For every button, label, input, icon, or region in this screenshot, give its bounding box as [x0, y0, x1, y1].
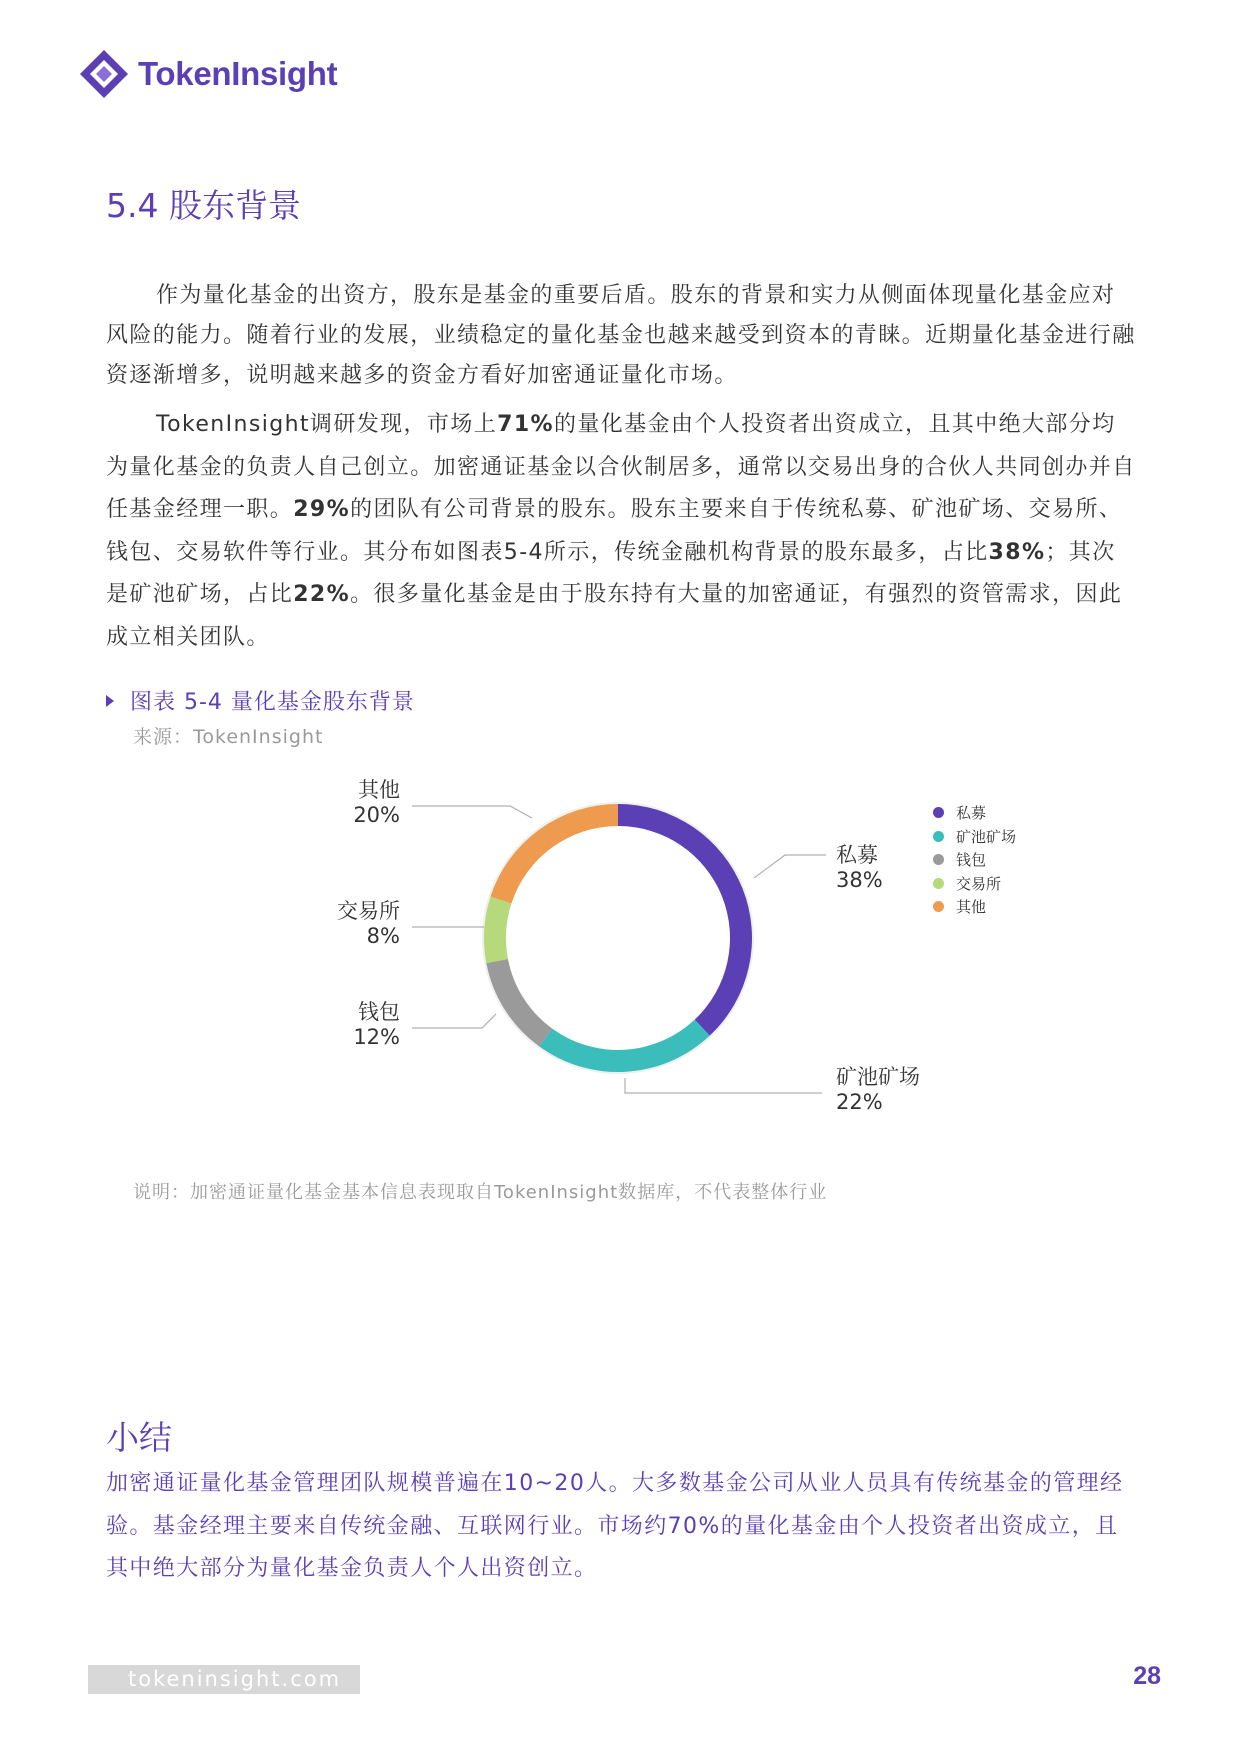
legend-label: 钱包 [956, 851, 987, 870]
paragraph-2-text-c: 的量化基金由个人投资者出资成立，且其中绝大部分均为量化基金的负责人自己创立。加密通证基金以合伙制居多，通常以交易出身的合伙人共同创办并自任基金经理一职。 [106, 412, 1136, 522]
donut-slice-1 [539, 1020, 709, 1072]
legend-item-4 [933, 895, 1016, 919]
slice-value-label-2: 12% [353, 1025, 400, 1049]
section-title: 5.4 股东背景 [106, 186, 301, 225]
donut-slice-2 [486, 959, 552, 1046]
slice-value-label-1: 22% [836, 1090, 883, 1114]
legend-item-3 [933, 872, 1016, 896]
leader-line-0 [754, 855, 826, 878]
logo [78, 48, 337, 100]
figure-label [106, 685, 415, 716]
paragraph-2-stat-71: 71% [497, 412, 554, 437]
chart-legend [933, 801, 1016, 919]
leader-line-2 [412, 1014, 496, 1028]
page-number: 28 [1133, 1662, 1161, 1690]
donut-slices [484, 804, 752, 1072]
donut-slice-3 [484, 897, 511, 964]
legend-dot [933, 901, 944, 912]
leader-line-4 [412, 806, 532, 818]
legend-label: 其他 [956, 898, 987, 917]
donut-leader-lines [412, 806, 826, 1093]
donut-slice-4 [491, 804, 618, 903]
legend-dot [933, 831, 944, 842]
figure-note: 说明：加密通证量化基金基本信息表现取自TokenInsight数据库，不代表整体行业 [133, 1182, 828, 1203]
paragraph-2-text-i: 。很多量化基金是由于股东持有大量的加密通证，有强烈的资管需求，因此成立相关团队。 [106, 582, 1123, 650]
legend-item-2 [933, 848, 1016, 872]
donut-background-ring [494, 814, 742, 1062]
paragraph-2-stat-38: 38% [988, 539, 1046, 565]
slice-label-1: 矿池矿场 [836, 1065, 920, 1089]
legend-dot [933, 878, 944, 889]
figure-label-text: 图表 5-4 量化基金股东背景 [130, 690, 415, 715]
slice-value-label-4: 20% [353, 803, 400, 827]
legend-label: 私募 [956, 804, 987, 823]
paragraph-2 [106, 404, 1136, 659]
leader-line-1 [625, 1078, 822, 1093]
paragraph-1: 作为量化基金的出资方，股东是基金的重要后盾。股东的背景和实力从侧面体现量化基金应对风险的能力。随着行业的发展，业绩稳定的量化基金也越来越受到资本的青睐。近期量化基金进行融资逐渐增多，说明越来越多的资金方看好加密通证量化市场。 [106, 283, 1136, 388]
donut-slice-0 [618, 804, 752, 1036]
summary-title: 小结 [106, 1418, 172, 1457]
paragraph-2-stat-22: 22% [293, 582, 351, 607]
logo-text: TokenInsight [138, 55, 338, 92]
slice-label-0: 私募 [836, 843, 878, 867]
figure-source: 来源：TokenInsight [133, 726, 324, 748]
slice-label-4: 其他 [358, 778, 400, 802]
summary-text: 加密通证量化基金管理团队规模普遍在10~20人。大多数基金公司从业人员具有传统基金的管理经验。基金经理主要来自传统金融、互联网行业。市场约70%的量化基金由个人投资者出资成立，且其中绝大部分为量化基金负责人个人出资创立。 [106, 1471, 1124, 1581]
slice-label-2: 钱包 [358, 1000, 400, 1024]
paragraph-2-text-e: 的团队有公司背景的股东。股东主要来自于传统私募、矿池矿场、交易所、钱包、交易软件等行业。其分布如图表5-4所示，传统金融机构背景的股东最多，占比 [106, 497, 1123, 565]
paragraph-2-text-a: TokenInsight调研发现，市场上 [156, 412, 498, 437]
logo-icon [78, 48, 130, 100]
triangle-icon [106, 695, 114, 707]
footer-url: tokeninsight.com [88, 1665, 360, 1694]
donut-labels [337, 778, 920, 1114]
legend-label: 矿池矿场 [956, 827, 1017, 846]
legend-label: 交易所 [956, 874, 1002, 893]
legend-item-1 [933, 825, 1016, 849]
paragraph-2-text-g: ；其次是矿池矿场，占比 [106, 539, 1116, 607]
legend-dot [933, 807, 944, 818]
legend-item-0 [933, 801, 1016, 825]
slice-label-3: 交易所 [337, 899, 400, 923]
slice-value-label-0: 38% [836, 868, 883, 892]
slice-value-label-3: 8% [366, 924, 400, 948]
legend-dot [933, 854, 944, 865]
paragraph-2-stat-29: 29% [293, 497, 351, 522]
